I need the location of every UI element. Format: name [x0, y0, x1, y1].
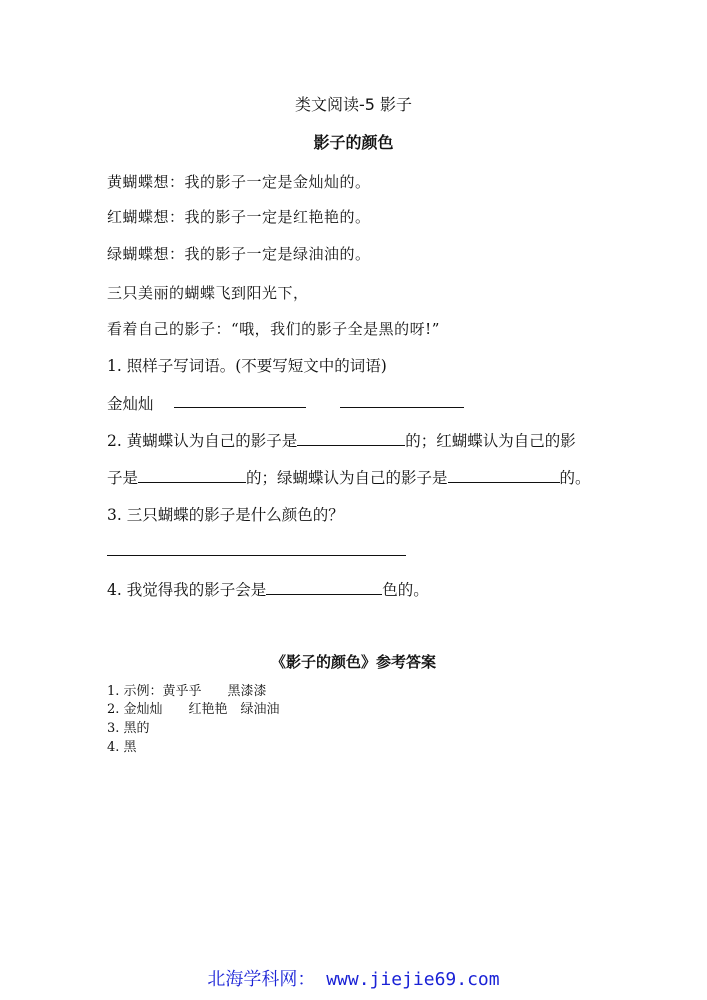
passage-line: 三只美丽的蝴蝶飞到阳光下，	[107, 284, 309, 302]
question-2-text: 的；红蝴蝶认为自己的影	[405, 432, 576, 450]
passage-line: 黄蝴蝶想：我的影子一定是金灿灿的。	[107, 173, 371, 191]
footer-watermark: 北海学科网： www.jiejie69.com	[207, 969, 500, 990]
answer-blank[interactable]	[448, 468, 560, 483]
answers-title: 《影子的颜色》参考答案	[270, 653, 436, 671]
answer-line: 4. 黑	[107, 740, 137, 755]
passage-line: 红蝴蝶想：我的影子一定是红艳艳的。	[107, 208, 371, 226]
passage-line: 看着自己的影子：“哦，我们的影子全是黑的呀!”	[107, 320, 440, 338]
question-3: 3. 三只蝴蝶的影子是什么颜色的？	[107, 506, 344, 524]
answer-line: 3. 黑的	[107, 721, 150, 736]
answer-blank[interactable]	[138, 468, 246, 483]
question-2-text: 的。	[559, 469, 591, 487]
answer-blank[interactable]	[266, 580, 382, 595]
answer-blank[interactable]	[340, 407, 464, 408]
passage-line: 绿蝴蝶想：我的影子一定是绿油油的。	[107, 245, 371, 263]
answer-line: 1. 示例：黄乎乎 黑漆漆	[107, 684, 267, 699]
question-2-text: 子是	[107, 469, 139, 487]
answer-blank[interactable]	[297, 431, 405, 446]
question-1: 1. 照样子写词语。(不要写短文中的词语)	[107, 357, 387, 375]
question-1-example: 金灿灿	[107, 395, 154, 413]
answer-blank[interactable]	[174, 407, 306, 408]
answer-blank[interactable]	[107, 555, 406, 556]
question-4-text: 色的。	[382, 581, 429, 599]
question-2-line-1	[107, 429, 576, 451]
question-4-text: 4. 我觉得我的影子会是	[107, 581, 267, 599]
question-2-text: 的；绿蝴蝶认为自己的影子是	[246, 469, 448, 487]
question-2-line-2	[107, 466, 591, 488]
question-2-text: 2. 黄蝴蝶认为自己的影子是	[107, 432, 298, 450]
answer-line: 2. 金灿灿 红艳艳 绿油油	[107, 702, 280, 717]
passage-title: 影子的颜色	[313, 133, 394, 152]
question-4	[107, 578, 429, 600]
page-title: 类文阅读-5 影子	[294, 95, 413, 114]
